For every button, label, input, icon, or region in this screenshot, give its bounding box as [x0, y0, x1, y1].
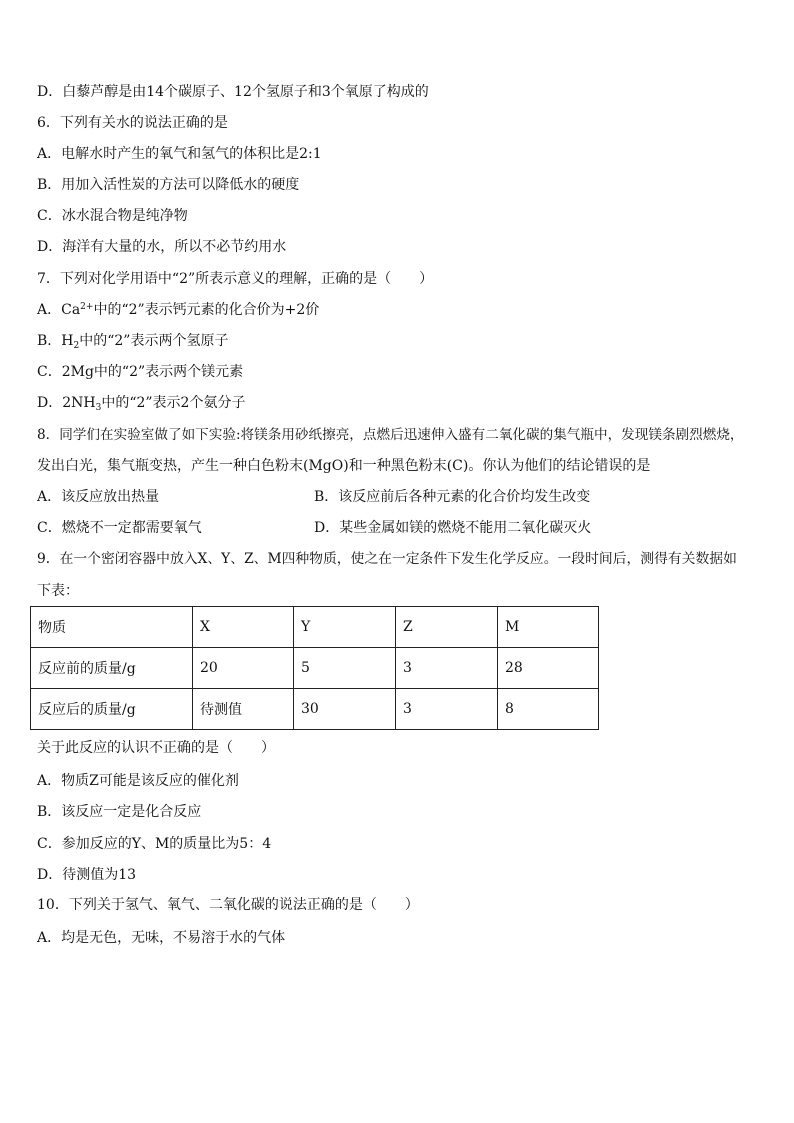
q7-b-subscript: 2: [73, 341, 80, 351]
q8-option-b: B．该反应前后各种元素的化合价均发生改变: [314, 489, 591, 505]
q7-option-a: [37, 301, 319, 319]
table-cell: 待测值: [193, 689, 294, 730]
table-row: [31, 689, 599, 730]
q6-option-b: B．用加入活性炭的方法可以降低水的硬度: [37, 177, 300, 193]
q7-d-suffix: 中的“2”表示2个氨分子: [101, 395, 246, 411]
table-header-cell: Z: [396, 607, 498, 648]
table-cell: 3: [396, 689, 498, 730]
q7-d-subscript: 3: [95, 403, 102, 413]
q8-stem-line-2: 发出白光，集气瓶变热，产生一种白色粉末(MgO)和一种黑色粉末(C)。你认为他们的结论错误的是: [37, 458, 651, 474]
table-header-cell: M: [498, 607, 599, 648]
q7-option-d: [37, 394, 245, 412]
q5-option-d: D．白藜芦醇是由14个碳原子、12个氢原子和3个氧原了构成的: [37, 84, 429, 100]
table-cell: 5: [294, 648, 396, 689]
q9-option-c: C．参加反应的Y、M的质量比为5：4: [37, 836, 272, 852]
q9-data-table: [30, 606, 599, 730]
table-cell: 30: [294, 689, 396, 730]
q9-question: 关于此反应的认识不正确的是（ ）: [37, 740, 275, 756]
q10-stem: 10．下列关于氢气、氧气、二氧化碳的说法正确的是（ ）: [37, 897, 419, 913]
table-cell: 8: [498, 689, 599, 730]
table-header-row: [31, 607, 599, 648]
q9-option-b: B．该反应一定是化合反应: [37, 804, 202, 820]
q7-b-prefix: B．H: [37, 333, 74, 349]
q8-option-c: C．燃烧不一定都需要氧气: [37, 520, 202, 536]
q8-option-a: A．该反应放出热量: [37, 489, 160, 505]
q7-b-suffix: 中的“2”表示两个氢原子: [79, 333, 229, 349]
table-cell: 20: [193, 648, 294, 689]
q6-option-a: A．电解水时产生的氧气和氢气的体积比是2:1: [37, 146, 322, 162]
q6-option-d: D．海洋有大量的水，所以不必节约用水: [37, 239, 287, 255]
table-header-cell: 物质: [31, 607, 193, 648]
q9-stem-line-1: 9．在一个密闭容器中放入X、Y、Z、M四种物质，使之在一定条件下发生化学反应。一段时间后，测得有关数据如: [37, 551, 737, 567]
table-cell: 3: [396, 648, 498, 689]
q8-stem-line-1: 8．同学们在实验室做了如下实验:将镁条用砂纸擦亮，点燃后迅速伸入盛有二氧化碳的集气瓶中，发现镁条剧烈燃烧，: [37, 427, 744, 443]
q7-a-superscript: 2+: [80, 302, 94, 312]
q9-option-d: D．待测值为13: [37, 867, 137, 883]
q10-option-a: A．均是无色，无味，不易溶于水的气体: [37, 930, 286, 946]
q9-stem-line-2: 下表：: [37, 583, 79, 599]
table-row: [31, 648, 599, 689]
q7-stem: 7．下列对化学用语中“2”所表示意义的理解，正确的是（ ）: [37, 271, 434, 287]
table-header-cell: Y: [294, 607, 396, 648]
q9-option-a: A．物质Z可能是该反应的催化剂: [37, 773, 239, 789]
q7-option-c: C．2Mg中的“2”表示两个镁元素: [37, 364, 244, 380]
table-cell: 反应前的质量/g: [31, 648, 193, 689]
table-cell: 28: [498, 648, 599, 689]
q7-d-prefix: D．2NH: [37, 395, 96, 411]
q7-option-b: [37, 332, 228, 350]
table-cell: 反应后的质量/g: [31, 689, 193, 730]
q6-option-c: C．冰水混合物是纯净物: [37, 208, 188, 224]
q7-a-suffix: 中的“2”表示钙元素的化合价为+2价: [93, 302, 320, 318]
q7-a-prefix: A．Ca: [37, 302, 81, 318]
q6-stem: 6．下列有关水的说法正确的是: [37, 115, 228, 131]
table-header-cell: X: [193, 607, 294, 648]
q8-option-d: D．某些金属如镁的燃烧不能用二氧化碳灭火: [314, 520, 592, 536]
